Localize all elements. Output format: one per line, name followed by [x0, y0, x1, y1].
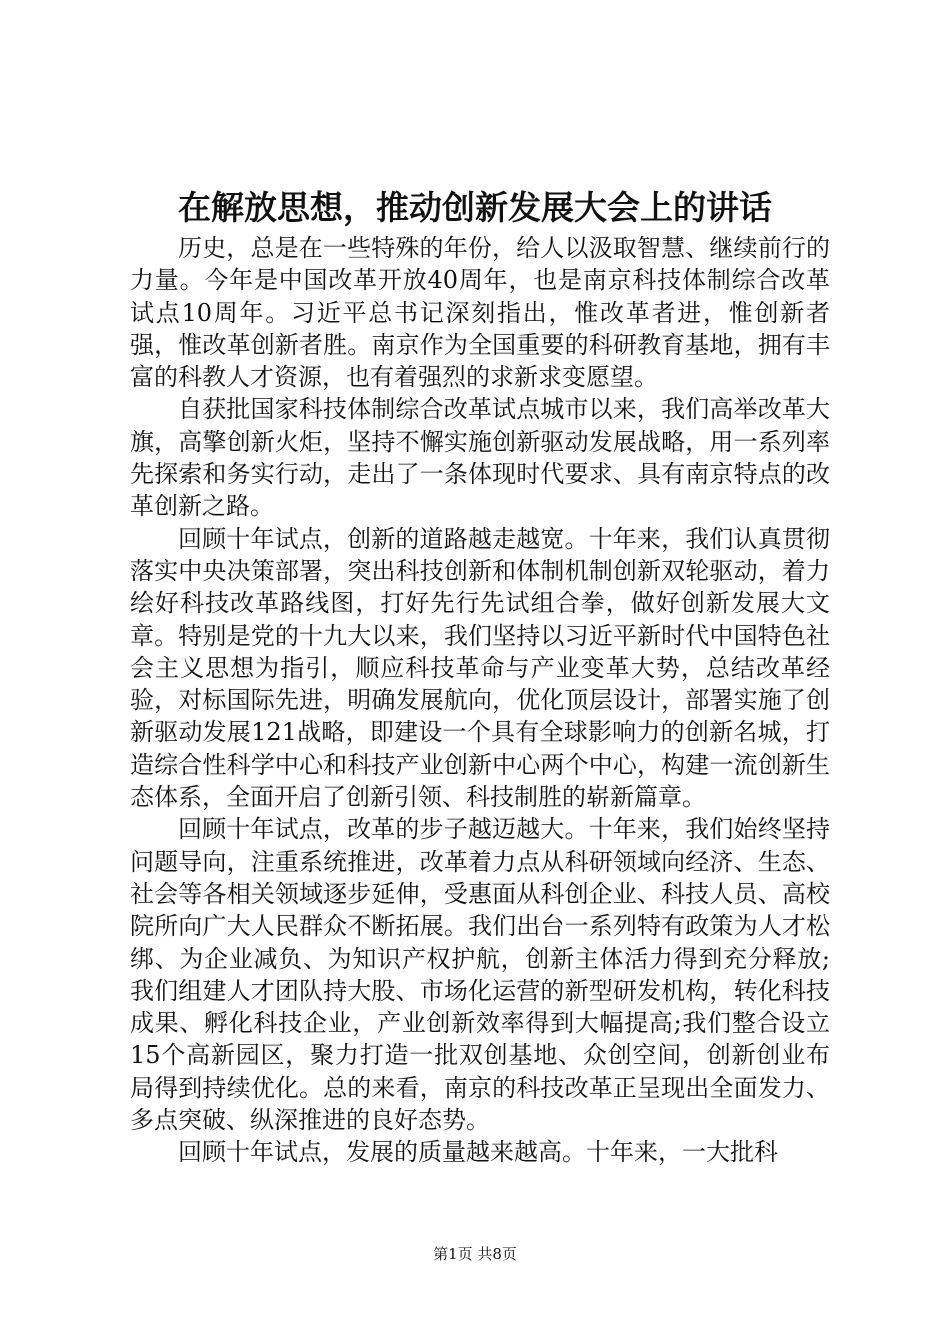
document-body	[130, 232, 830, 1169]
paragraph: 自获批国家科技体制综合改革试点城市以来，我们高举改革大旗，高擎创新火炬，坚持不懈实施创新驱动发展战略，用一系列率先探索和务实行动，走出了一条体现时代要求、具有南京特点的改革创新之路。	[130, 395, 830, 521]
paragraph: 回顾十年试点，发展的质量越来越高。十年来，一大批科	[178, 1138, 778, 1167]
paragraph: 历史，总是在一些特殊的年份，给人以汲取智慧、继续前行的力量。今年是中国改革开放40周年，也是南京科技体制综合改革试点10周年。习近平总书记深刻指出，惟改革者进，惟创新者强，惟改革创新者胜。南京作为全国重要的科研教育基地，拥有丰富的科教人才资源，也有着强烈的求新求变愿望。	[130, 234, 830, 392]
document-title: 在解放思想，推动创新发展大会上的讲话	[178, 188, 772, 227]
page-number-footer: 第1页 共8页	[433, 1245, 517, 1263]
paragraph: 回顾十年试点，改革的步子越迈越大。十年来，我们始终坚持问题导向，注重系统推进，改革着力点从科研领域向经济、生态、社会等各相关领域逐步延伸，受惠面从科创企业、科技人员、高校院所向广大人民群众不断拓展。我们出台一系列特有政策为人才松绑、为企业减负、为知识产权护航，创新主体活力得到充分释放;我们组建人才团队持大股、市场化运营的新型研发机构，转化科技成果、孵化科技企业，产业创新效率得到大幅提高;我们整合设立15个高新园区，聚力打造一批双创基地、众创空间，创新创业布局得到持续优化。总的来看，南京的科技改革正呈现出全面发力、多点突破、纵深推进的良好态势。	[130, 815, 830, 1135]
paragraph: 回顾十年试点，创新的道路越走越宽。十年来，我们认真贯彻落实中央决策部署，突出科技创新和体制机制创新双轮驱动，着力绘好科技改革路线图，打好先行先试组合拳，做好创新发展大文章。特别是党的十九大以来，我们坚持以习近平新时代中国特色社会主义思想为指引，顺应科技革命与产业变革大势，总结改革经验，对标国际先进，明确发展航向，优化顶层设计，部署实施了创新驱动发展121战略，即建设一个具有全球影响力的创新名城，打造综合性科学中心和科技产业创新中心两个中心，构建一流创新生态体系，全面开启了创新引领、科技制胜的崭新篇章。	[130, 524, 830, 812]
